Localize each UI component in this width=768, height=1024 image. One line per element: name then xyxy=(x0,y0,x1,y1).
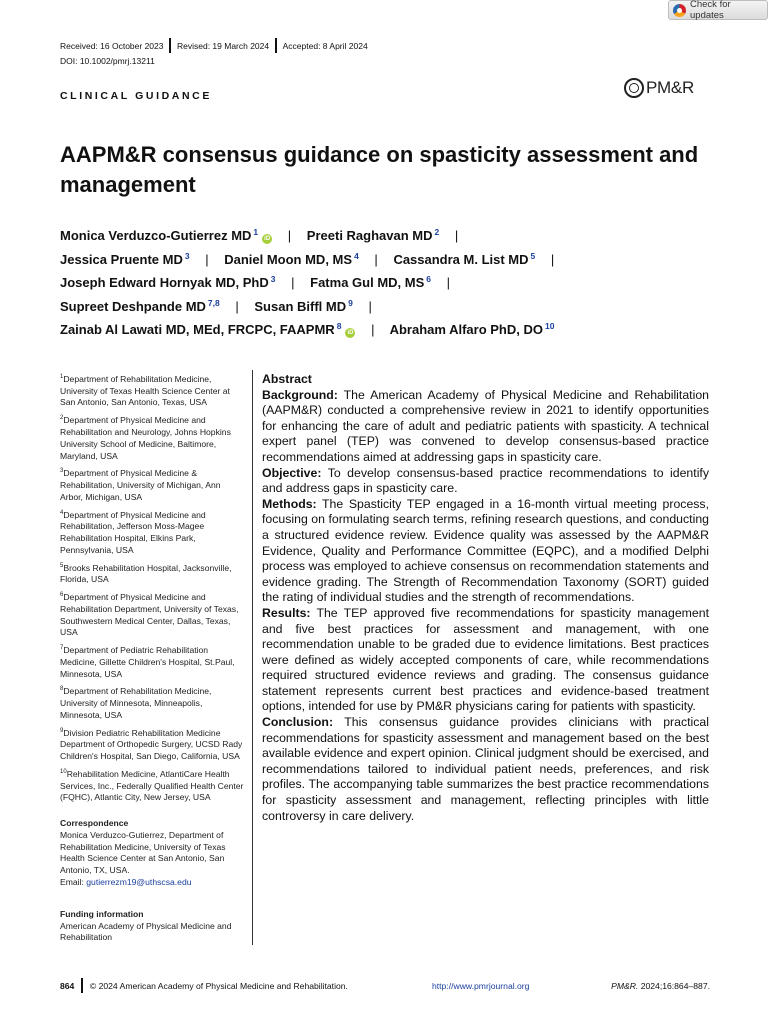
section-label: CLINICAL GUIDANCE xyxy=(60,90,212,102)
author-name[interactable]: Daniel Moon MD, MS xyxy=(224,251,353,267)
affiliation-ref[interactable]: 1 xyxy=(253,227,259,237)
divider xyxy=(275,38,277,53)
abstract-heading: Abstract xyxy=(262,372,312,386)
author-name[interactable]: Monica Verduzco-Gutierrez MD xyxy=(60,228,252,243)
correspondence-email xyxy=(60,877,245,889)
email-label: Email: xyxy=(60,877,84,888)
article-title: AAPM&R consensus guidance on spasticity assessment and management xyxy=(60,142,699,197)
conclusion-label: Conclusion: xyxy=(262,715,334,730)
affiliation-text: Department of Rehabilitation Medicine, University of Texas Health Science Center at San Antonio, San Antonio, Texas, USA xyxy=(60,373,230,408)
affiliation-text: Brooks Rehabilitation Hospital, Jacksonville, Florida, USA xyxy=(60,562,232,585)
affiliation xyxy=(60,767,245,804)
author-line xyxy=(60,274,740,298)
author-separator: | xyxy=(235,298,239,314)
affiliation-ref[interactable]: 3 xyxy=(184,250,190,261)
affiliation-number: 10 xyxy=(60,768,67,775)
divider xyxy=(81,978,83,993)
citation-details: 2024;16:864–887. xyxy=(638,980,710,991)
results-text: The TEP approved five recommendations for spasticity management and five best practices for assessment and management, with one recommendation unable to be graded due to evidence limitations. Best practices were defined as widely accepted components of care, while recommendations required structured evidence reviews and grading. The consensus guidance statement represents current best practices and evidence-based treatment options, intended for use by PM&R physicians caring for patients with spasticity. xyxy=(262,605,710,714)
objective-label: Objective: xyxy=(262,465,322,480)
affiliation xyxy=(60,413,245,462)
accepted-date: Accepted: 8 April 2024 xyxy=(282,40,368,51)
affiliation-number: 6 xyxy=(60,592,64,599)
journal-logo-text: PM&R xyxy=(646,78,694,97)
affiliation xyxy=(60,684,245,721)
doi: DOI: 10.1002/pmrj.13211 xyxy=(60,56,155,66)
citation xyxy=(611,981,710,991)
affiliation-number: 3 xyxy=(60,468,64,475)
author-name[interactable]: Cassandra M. List MD xyxy=(393,251,529,267)
author-name[interactable]: Susan Biffl MD xyxy=(254,298,347,314)
crossmark-icon xyxy=(673,4,686,17)
affiliation-number: 7 xyxy=(60,645,64,652)
author-separator: | xyxy=(374,251,378,267)
affiliation xyxy=(60,508,245,557)
affiliation-ref[interactable]: 7,8 xyxy=(207,297,220,308)
affiliation-number: 4 xyxy=(60,509,64,516)
affiliation xyxy=(60,561,245,586)
check-for-updates-label: Check for updates xyxy=(690,0,731,21)
affiliation-text: Department of Pediatric Rehabilitation Medicine, Gillette Children's Hospital, St.Paul, Minnesota, USA xyxy=(60,644,235,679)
author-separator: | xyxy=(287,228,292,243)
orcid-icon[interactable]: iD xyxy=(347,330,354,337)
abstract-methods xyxy=(262,497,709,606)
journal-logo xyxy=(624,78,694,98)
methods-label: Methods: xyxy=(262,496,317,511)
author-name[interactable]: Joseph Edward Hornyak MD, PhD xyxy=(60,275,269,291)
received-date: Received: 16 October 2023 xyxy=(60,40,164,51)
affiliation-text: Department of Rehabilitation Medicine, University of Minnesota, Minneapolis, Minnesota, USA xyxy=(60,686,212,720)
author-line xyxy=(60,227,740,251)
affiliation-ref[interactable]: 5 xyxy=(530,250,536,261)
author-list xyxy=(60,227,740,345)
author-separator: | xyxy=(550,251,555,267)
methods-text: The Spasticity TEP engaged in a 16-month virtual meeting process, focusing on formulating search terms, refining research questions, and conducting a structured evidence review. Evidence quality was assessed by the AAPM&R Evidence, Quality and Performance Committee (EQPC), and a modified Delphi process was employed to achieve consensus on recommendation statements and evidence grading. The Strength of Recommendation Taxonomy (SORT) guided the rating of individual studies and the strength of recommendations. xyxy=(262,496,709,605)
affiliation-text: Department of Physical Medicine and Rehabilitation and Neurology, Johns Hopkins University School of Medicine, Baltimore, Maryland, USA xyxy=(60,415,231,461)
affiliation xyxy=(60,372,245,409)
author-name[interactable]: Zainab Al Lawati MD, MEd, FRCPC, FAAPMR xyxy=(60,322,335,338)
background-text: The American Academy of Physical Medicine and Rehabilitation (AAPM&R) conducted a comprehensive review in 2021 to identify opportunities for enhancing the care of adult and pediatric patients with spasticity. A technical expert panel (TEP) was convened to develop consensus-based practice recommendations aimed at addressing gaps in spasticity care. xyxy=(262,387,710,464)
affiliation-ref[interactable]: 4 xyxy=(354,250,359,261)
affiliation-text: Division Pediatric Rehabilitation Medicine Department of Orthopedic Surgery, UCSD Rady Children's Hospital, San Diego, California, USA xyxy=(60,727,243,762)
conclusion-text: This consensus guidance provides clinicians with practical recommendations for spasticity assessment and management based on the best available evidence and expert opinion. Clinical judgment should be exercised, and recommendations tailored to individual patient needs, preferences, and risk profiles. The accompanying table summarizes the best practice recommendations for spasticity assessment and management, reflecting principles with little controversy in care delivery. xyxy=(262,715,709,823)
page-footer xyxy=(60,978,710,993)
affiliation xyxy=(60,643,245,680)
author-separator: | xyxy=(205,251,209,267)
affiliation-number: 5 xyxy=(60,562,64,569)
affiliation-ref[interactable]: 6 xyxy=(426,274,431,285)
column-divider xyxy=(252,370,253,945)
check-for-updates-button[interactable] xyxy=(668,0,768,20)
background-label: Background: xyxy=(262,387,338,402)
results-label: Results: xyxy=(262,605,311,620)
affiliation-number: 2 xyxy=(60,415,64,422)
email-link[interactable]: gutierrezm19@uthscsa.edu xyxy=(86,877,192,888)
affiliation-ref[interactable]: 8 xyxy=(336,321,342,332)
affiliation-text: Department of Physical Medicine and Rehabilitation Department, University of Texas, Southwestern Medical Center, Dallas, Texas, USA xyxy=(60,591,239,638)
abstract-objective xyxy=(262,466,709,497)
correspondence-text: Monica Verduzco-Gutierrez, Department of Rehabilitation Medicine, University of Texas Health Science Center at San Antonio, San Antonio, TX, USA. xyxy=(60,829,226,876)
affiliation-number: 8 xyxy=(60,686,64,693)
abstract-background xyxy=(262,388,709,466)
affiliation-text: Department of Physical Medicine and Rehabilitation, Jefferson Moss-Magee Rehabilitation Hospital, Elkins Park, Pennsylvania, USA xyxy=(60,509,206,555)
affiliation-ref[interactable]: 3 xyxy=(270,274,276,285)
affiliation xyxy=(60,590,245,639)
author-separator: | xyxy=(291,275,295,291)
affiliation-ref[interactable]: 9 xyxy=(348,297,353,308)
article-dates xyxy=(60,38,368,53)
affiliations-column xyxy=(60,372,245,944)
author-line xyxy=(60,321,740,345)
affiliation-number: 9 xyxy=(60,727,64,734)
author-name[interactable]: Supreet Deshpande MD xyxy=(60,298,206,314)
page-number: 864 xyxy=(60,980,75,991)
affiliation-text: Department of Physical Medicine & Rehabilitation, University of Michigan, Ann Arbor, Michigan, USA xyxy=(60,468,221,502)
journal-emblem-icon xyxy=(624,78,644,98)
author-name[interactable]: Fatma Gul MD, MS xyxy=(310,275,425,291)
journal-url-link[interactable]: http://www.pmrjournal.org xyxy=(432,980,530,991)
copyright: © 2024 American Academy of Physical Medicine and Rehabilitation. xyxy=(89,980,348,991)
author-separator: | xyxy=(368,298,372,314)
author-name[interactable]: Abraham Alfaro PhD, DO xyxy=(389,322,543,338)
author-separator: | xyxy=(371,322,375,338)
author-separator: | xyxy=(446,275,451,291)
affiliation-number: 1 xyxy=(60,374,64,380)
funding-heading: Funding information xyxy=(60,908,144,919)
author-line xyxy=(60,251,740,275)
correspondence-heading: Correspondence xyxy=(60,818,129,829)
funding-text: American Academy of Physical Medicine and Rehabilitation xyxy=(60,920,232,943)
author-separator: | xyxy=(454,228,459,243)
affiliation xyxy=(60,466,245,503)
affiliation xyxy=(60,726,245,763)
citation-journal: PM&R. xyxy=(611,980,639,991)
affiliation-ref[interactable]: 2 xyxy=(434,227,440,237)
abstract-conclusion xyxy=(262,715,709,824)
abstract xyxy=(262,372,709,824)
divider xyxy=(169,38,171,53)
orcid-icon[interactable]: iD xyxy=(264,236,271,242)
revised-date: Revised: 19 March 2024 xyxy=(176,40,270,51)
author-line xyxy=(60,298,740,322)
author-name[interactable]: Preeti Raghavan MD xyxy=(306,228,433,243)
affiliation-text: Rehabilitation Medicine, AtlantiCare Health Services, Inc., Federally Qualified Health Center (FQHC), Atlantic City, New Jersey, USA xyxy=(60,768,244,803)
affiliation-ref[interactable]: 10 xyxy=(544,321,555,332)
author-name[interactable]: Jessica Pruente MD xyxy=(60,251,183,267)
abstract-results xyxy=(262,606,709,715)
objective-text: To develop consensus-based practice recommendations to identify and address gaps in spasticity care. xyxy=(262,465,709,496)
